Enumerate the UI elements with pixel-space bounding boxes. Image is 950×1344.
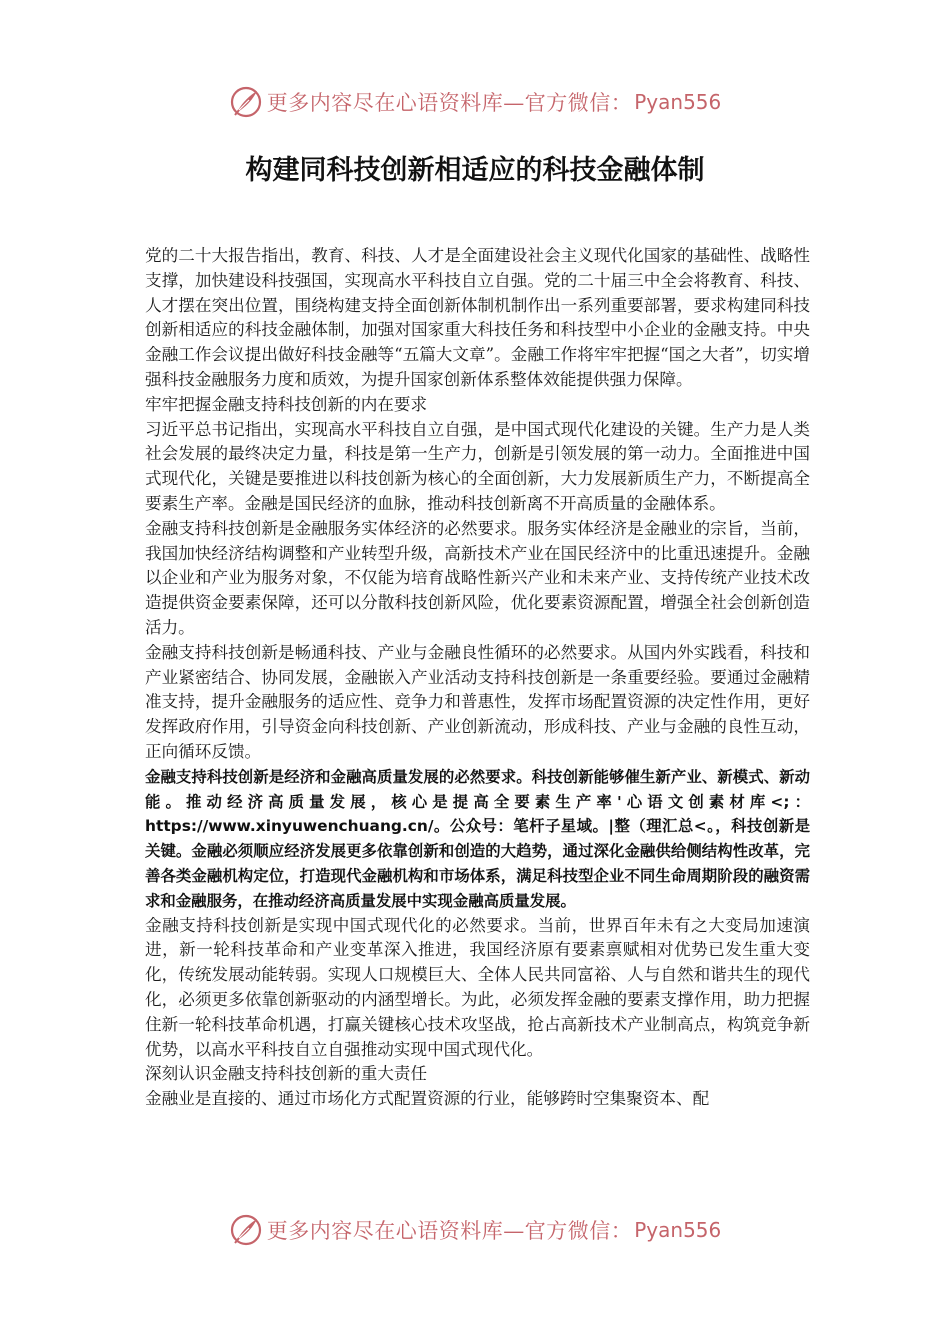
feather-pen-logo-icon (229, 85, 263, 119)
footer-watermark-banner (0, 1212, 950, 1248)
paragraph: 金融支持科技创新是金融服务实体经济的必然要求。服务实体经济是金融业的宗旨，当前，我国加快经济结构调整和产业转型升级，高新技术产业在国民经济中的比重迅速提升。金融以企业和产业为服务对象，不仅能为培育战略性新兴产业和未来产业、支持传统产业技术改造提供资金要素保障，还可以分散科技创新风险，优化要素资源配置，增强全社会创新创造活力。 (145, 518, 810, 637)
banner-text: 更多内容尽在心语资料库—官方微信： (266, 91, 633, 115)
header-watermark-banner (0, 84, 950, 120)
feather-pen-logo-icon (229, 1213, 263, 1247)
paragraph: 习近平总书记指出，实现高水平科技自立自强，是中国式现代化建设的关键。生产力是人类社会发展的最终决定力量，科技是第一生产力，创新是引领发展的第一动力。全面推进中国式现代化，关键是要推进以科技创新为核心的全面创新，大力发展新质生产力，不断提高全要素生产率。金融是国民经济的血脉，推动科技创新离不开高质量的金融体系。 (145, 419, 810, 513)
paragraph-truncated: 金融业是直接的、通过市场化方式配置资源的行业，能够跨时空集聚资本、配 (145, 1089, 710, 1109)
banner-wechat-id: Pyan556 (634, 1218, 722, 1242)
banner-wechat-id: Pyan556 (634, 90, 722, 114)
paragraph-intro: 党的二十大报告指出，教育、科技、人才是全面建设社会主义现代化国家的基础性、战略性支撑，加快建设科技强国，实现高水平科技自立自强。党的二十届三中全会将教育、科技、人才摆在突出位置，围绕构建支持全面创新体制机制作出一系列重要部署，要求构建同科技创新相适应的科技金融体制，加强对国家重大科技任务和科技型中小企业的金融支持。中央金融工作会议提出做好科技金融等“五篇大文章”。金融工作将牢牢把握“国之大者”，切实增强科技金融服务力度和质效，为提升国家创新体系整体效能提供强力保障。 (145, 246, 810, 389)
section-heading-1: 牢牢把握金融支持科技创新的内在要求 (145, 394, 428, 414)
paragraph: 金融支持科技创新是畅通科技、产业与金融良性循环的必然要求。从国内外实践看，科技和产业紧密结合、协同发展，金融嵌入产业活动支持科技创新是一条重要经验。要通过金融精准支持，提升金融服务的适应性、竞争力和普惠性，发挥市场配置资源的决定性作用，更好发挥政府作用，引导资金向科技创新、产业创新流动，形成科技、产业与金融的良性互动，正向循环反馈。 (145, 642, 810, 761)
banner-text: 更多内容尽在心语资料库—官方微信： (266, 1219, 633, 1243)
section-heading-2: 深刻认识金融支持科技创新的重大责任 (145, 1064, 428, 1084)
document-title: 构建同科技创新相适应的科技金融体制 (245, 155, 705, 186)
document-body (145, 244, 810, 1112)
paragraph: 金融支持科技创新是实现中国式现代化的必然要求。当前，世界百年未有之大变局加速演进，新一轮科技革命和产业变革深入推进，我国经济原有要素禀赋相对优势已发生重大变化，传统发展动能转弱。实现人口规模巨大、全体人民共同富裕、人与自然和谐共生的现代化，必须更多依靠创新驱动的内涵型增长。为此，必须发挥金融的要素支撑作用，助力把握住新一轮科技革命机遇，打赢关键核心技术攻坚战，抢占高新技术产业制高点，构筑竞争新优势，以高水平科技自立自强推动实现中国式现代化。 (145, 915, 810, 1059)
paragraph-with-inserted-ad: 金融支持科技创新是经济和金融高质量发展的必然要求。科技创新能够催生新产业、新模式、新动能。推动经济高质量发展，核心是提高全要素生产率'心语文创素材库<;：https://www.xinyuwenchuang.cn/。公众号：笔杆子星域。|整（理汇总<。，科技创新是关键。金融必须顺应经济发展更多依靠创新和创造的大趋势，通过深化金融供给侧结构性改革，完善各类金融机构定位，打造现代金融机构和市场体系，满足科技型企业不同生命周期阶段的融资需求和金融服务，在推动经济高质量发展中实现金融高质量发展。 (145, 767, 810, 910)
